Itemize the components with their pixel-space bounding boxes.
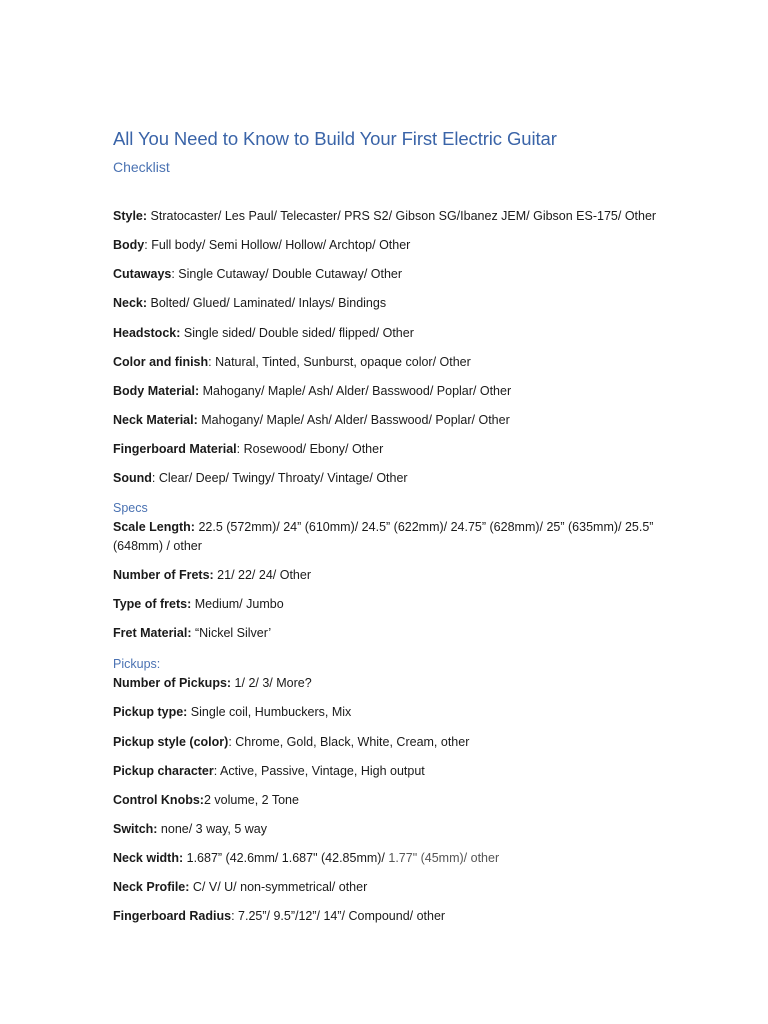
item-key: Color and finish [113, 355, 209, 369]
item-value: : Full body/ Semi Hollow/ Hollow/ Archtop/ Other [144, 238, 411, 252]
spec-item-number-of-frets [113, 566, 658, 585]
checklist-item-body-material [113, 382, 658, 401]
item-value: none/ 3 way, 5 way [157, 822, 268, 836]
pickup-item-neck-profile [113, 878, 658, 897]
item-value-gray: 1.77" (45mm)/ other [388, 851, 500, 865]
pickup-item-type [113, 703, 658, 722]
item-value: Single coil, Humbuckers, Mix [187, 705, 352, 719]
checklist-item-style [113, 207, 658, 226]
item-value: : Natural, Tinted, Sunburst, opaque color/ Other [208, 355, 471, 369]
checklist-item-cutaways [113, 265, 658, 284]
item-key: Sound [113, 471, 152, 485]
item-key: Type of frets: [113, 597, 192, 611]
item-key: Neck width: [113, 851, 184, 865]
item-value: : Rosewood/ Ebony/ Other [236, 442, 384, 456]
item-key: Neck Material: [113, 413, 198, 427]
document-title: All You Need to Know to Build Your First Electric Guitar [113, 128, 557, 149]
checklist-item-color-finish [113, 353, 658, 372]
item-value: : 7.25”/ 9.5”/12”/ 14”/ Compound/ other [231, 909, 446, 923]
spec-item-type-of-frets [113, 595, 658, 614]
pickup-item-control-knobs [113, 791, 658, 810]
spec-item-scale-length [113, 518, 658, 556]
item-value: 1.687” (42.6mm/ 1.687" (42.85mm)/ [183, 851, 389, 865]
pickups-heading: Pickups: [113, 657, 161, 671]
item-key: Body Material: [113, 384, 200, 398]
item-value: “Nickel Silver’ [191, 626, 272, 640]
spec-item-fret-material [113, 624, 658, 643]
item-value: Mahogany/ Maple/ Ash/ Alder/ Basswood/ Poplar/ Other [197, 413, 510, 427]
item-value: 22.5 (572mm)/ 24” (610mm)/ 24.5” (622mm)/ 24.75” (628mm)/ 25” (635mm)/ 25.5” (648mm) / other [113, 520, 654, 553]
checklist-item-neck [113, 294, 658, 313]
item-key: Fingerboard Radius [113, 909, 232, 923]
pickup-item-fingerboard-radius [113, 907, 658, 926]
item-key: Neck: [113, 296, 148, 310]
item-value: Single sided/ Double sided/ flipped/ Other [180, 326, 414, 340]
checklist-item-fingerboard-material [113, 440, 658, 459]
item-key: Cutaways [113, 267, 172, 281]
checklist-item-neck-material [113, 411, 658, 430]
document-subtitle: Checklist [113, 159, 170, 175]
item-value: : Single Cutaway/ Double Cutaway/ Other [171, 267, 403, 281]
item-value: : Clear/ Deep/ Twingy/ Throaty/ Vintage/ Other [151, 471, 408, 485]
item-key: Pickup type: [113, 705, 188, 719]
item-value: 2 volume, 2 Tone [203, 793, 299, 807]
item-key: Style: [113, 209, 148, 223]
item-key: Neck Profile: [113, 880, 190, 894]
pickup-item-number [113, 674, 658, 693]
item-value: C/ V/ U/ non-symmetrical/ other [189, 880, 368, 894]
item-value: Stratocaster/ Les Paul/ Telecaster/ PRS S2/ Gibson SG/Ibanez JEM/ Gibson ES-175/ Other [147, 209, 657, 223]
item-key: Fingerboard Material [113, 442, 237, 456]
item-key: Pickup character [113, 764, 214, 778]
item-value: : Active, Passive, Vintage, High output [213, 764, 425, 778]
item-value: 21/ 22/ 24/ Other [213, 568, 311, 582]
item-value: Medium/ Jumbo [191, 597, 284, 611]
item-key: Control Knobs: [113, 793, 204, 807]
item-key: Body [113, 238, 145, 252]
pickup-item-character [113, 762, 658, 781]
item-key: Number of Frets: [113, 568, 214, 582]
item-key: Headstock: [113, 326, 181, 340]
checklist-item-headstock [113, 324, 658, 343]
item-value: : Chrome, Gold, Black, White, Cream, other [228, 735, 470, 749]
item-value: Mahogany/ Maple/ Ash/ Alder/ Basswood/ Poplar/ Other [199, 384, 512, 398]
pickup-item-style-color [113, 733, 658, 752]
item-key: Scale Length: [113, 520, 195, 534]
checklist-item-body [113, 236, 658, 255]
specs-heading: Specs [113, 501, 148, 515]
pickup-item-switch [113, 820, 658, 839]
checklist-item-sound [113, 469, 658, 488]
item-key: Number of Pickups: [113, 676, 232, 690]
item-key: Fret Material: [113, 626, 192, 640]
item-value: 1/ 2/ 3/ More? [231, 676, 312, 690]
item-key: Switch: [113, 822, 158, 836]
item-value: Bolted/ Glued/ Laminated/ Inlays/ Bindings [147, 296, 387, 310]
pickup-item-neck-width [113, 849, 658, 868]
item-key: Pickup style (color) [113, 735, 229, 749]
